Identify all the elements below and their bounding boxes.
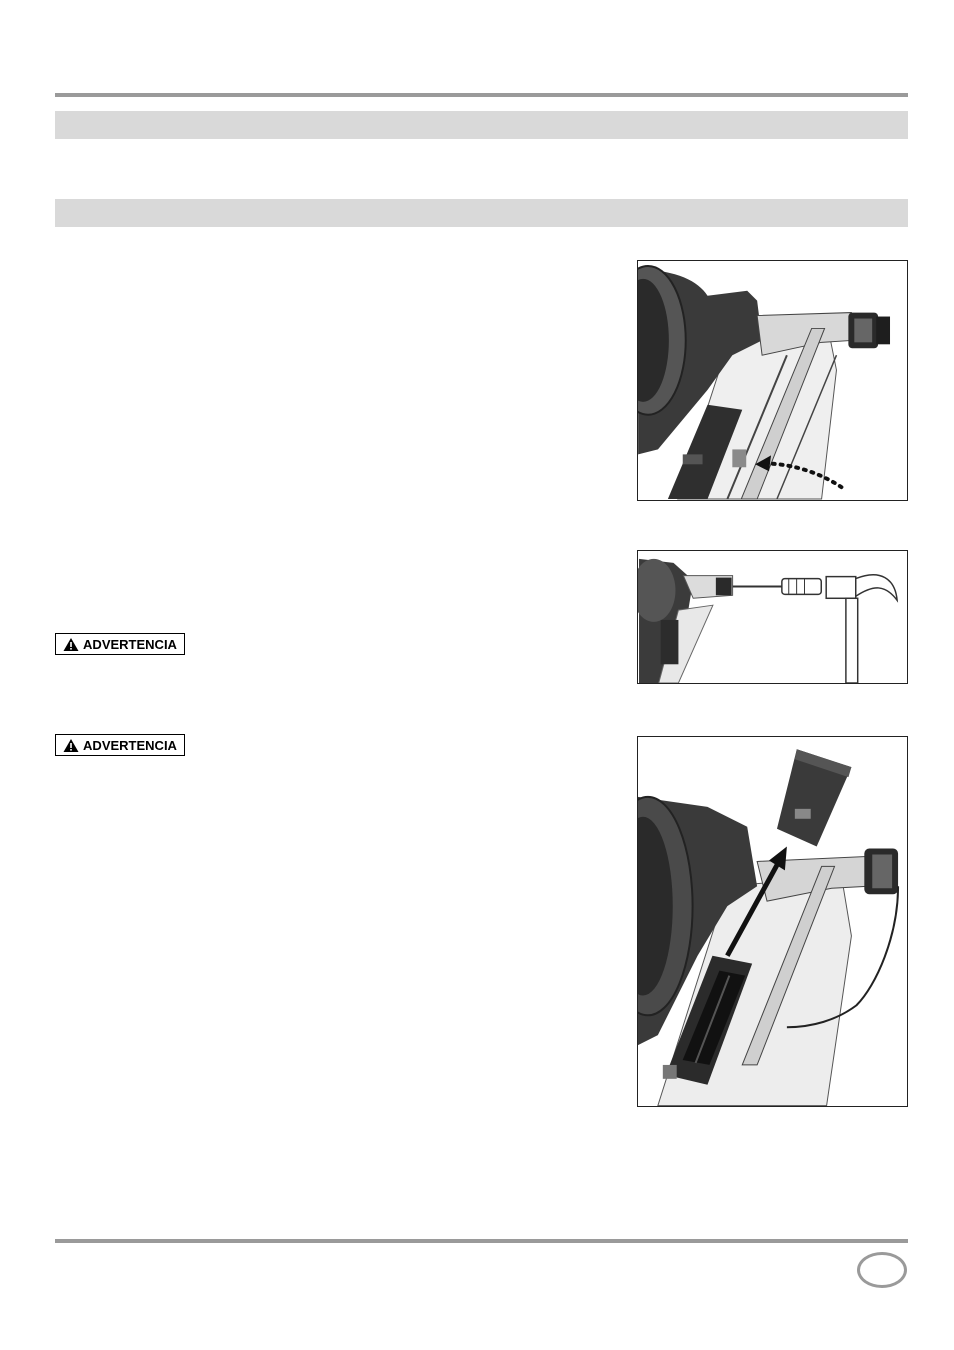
warning-text: ADVERTENCIA xyxy=(83,636,177,652)
subsection-header-band xyxy=(55,199,908,227)
screwdriver-hammer-illustration xyxy=(638,551,907,683)
warning-triangle-icon xyxy=(63,738,79,753)
top-rule xyxy=(55,93,908,97)
figure-nailer-magazine xyxy=(637,260,908,501)
nailer-magazine-illustration xyxy=(638,261,907,500)
page-number-badge xyxy=(857,1252,907,1288)
warning-label xyxy=(55,633,185,655)
warning-triangle-icon xyxy=(63,637,79,652)
battery-removal-illustration xyxy=(638,737,907,1106)
section-header-band xyxy=(55,111,908,139)
bottom-rule xyxy=(55,1239,908,1243)
figure-screwdriver-hammer xyxy=(637,550,908,684)
figure-battery-removal xyxy=(637,736,908,1107)
warning-label xyxy=(55,734,185,756)
warning-text: ADVERTENCIA xyxy=(83,737,177,753)
